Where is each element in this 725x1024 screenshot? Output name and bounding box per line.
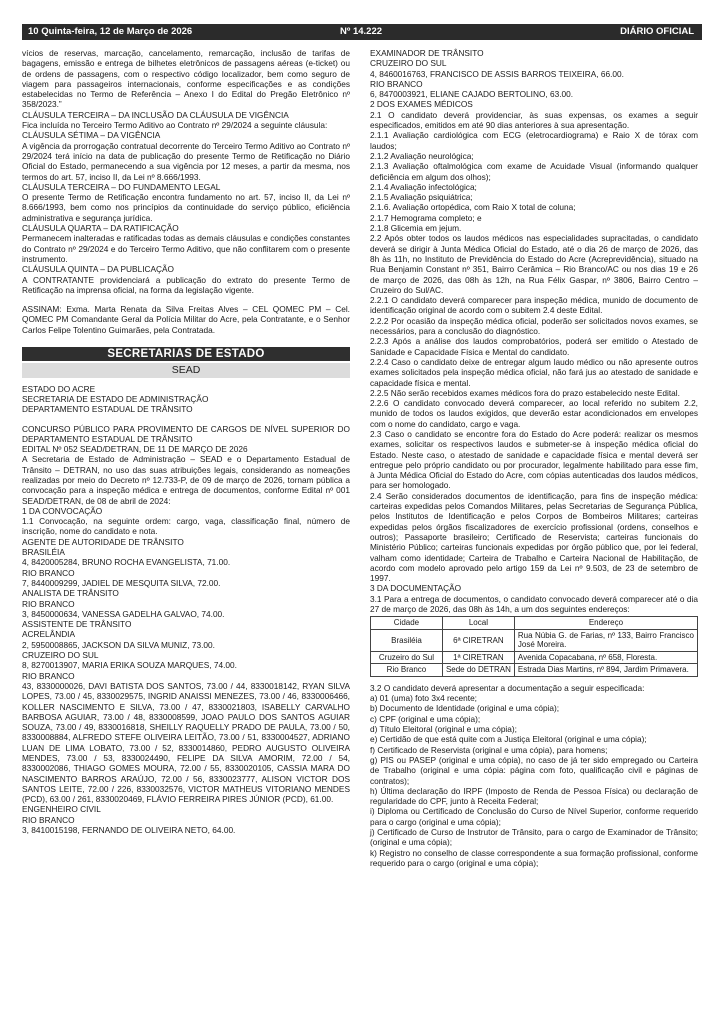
section-title: SECRETARIAS DE ESTADO <box>22 347 350 361</box>
page-header <box>22 24 702 40</box>
table-row <box>371 664 698 677</box>
paragraph: a) 01 (uma) foto 3x4 recente; <box>370 693 477 704</box>
paragraph: 2.3 Caso o candidato se encontre fora do Estado do Acre poderá: realizar os mesmos exames, solicitar os respectivos laudos e submeter-se à inspeção médica oficial do Estado. Neste caso, o atestado de sanidade e capacidade física e mental deverá ser entregue pelo próprio candidato ou por procurador, legalmente habilitado para esse fim, à Junta Médica Oficial do Estado do Acre, com cópias autenticadas dos laudos médicos, para ser homologado. <box>370 428 698 491</box>
paragraph: CLÁUSULA QUINTA – DA PUBLICAÇÃO <box>22 264 175 275</box>
paragraph: 2.2.1 O candidato deverá comparecer para inspeção médica, munido de documento de identificação original de acordo com o subitem 2.4 deste Edital. <box>370 295 698 316</box>
paragraph: CRUZEIRO DO SUL <box>370 58 447 69</box>
paragraph: i) Diploma ou Certificado de Conclusão do Curso de Nível Superior, conforme requerido para o cargo (original e uma cópia); <box>370 806 698 827</box>
paragraph: e) Certidão de que está quite com a Justiça Eleitoral (original e uma cópia); <box>370 734 647 745</box>
paragraph: RIO BRANCO <box>22 567 75 578</box>
left-column <box>22 48 350 835</box>
paragraph: 6, 8470003921, ELIANE CAJADO BERTOLINO, 63.00. <box>370 89 574 100</box>
paragraph: CLÁUSULA SÉTIMA – DA VIGÊNCIA <box>22 130 161 141</box>
paragraph: DEPARTAMENTO ESTADUAL DE TRÂNSITO <box>22 404 193 415</box>
address-table-header: Cidade <box>371 617 443 630</box>
paragraph: 3 DA DOCUMENTAÇÃO <box>370 583 462 594</box>
paragraph: 2.1.3 Avaliação oftalmológica com exame de Acuidade Visual (informando qualquer deficiência em algum dos olhos); <box>370 161 698 182</box>
paragraph: EDITAL Nº 052 SEAD/DETRAN, DE 11 DE MARÇO DE 2026 <box>22 444 248 455</box>
paragraph: 3, 8410015198, FERNANDO DE OLIVEIRA NETO, 64.00. <box>22 825 236 836</box>
spacer <box>22 415 350 424</box>
paragraph: A vigência da prorrogação contratual decorrente do Terceiro Termo Aditivo ao Contrato nº 29/2024 terá início na data de publicação do presente Termo de Retificação no Diário Oficial do Estado, permanecendo a sua vigência por 12 meses, a partir da mesma, nos termos do art. 57, inciso II, da Lei nº 8.666/1993. <box>22 140 350 182</box>
paragraph: RIO BRANCO <box>370 78 423 89</box>
paragraph: k) Registro no conselho de classe correspondente a sua formação profissional, conforme requerido para o cargo (original e uma cópia); <box>370 847 698 868</box>
table-cell: Rua Núbia G. de Farias, nº 133, Bairro Francisco José Moreira. <box>514 629 697 651</box>
paragraph: ASSISTENTE DE TRÂNSITO <box>22 619 132 630</box>
paragraph: 2.1.5 Avaliação psiquiátrica; <box>370 192 473 203</box>
paragraph: RIO BRANCO <box>22 670 75 681</box>
left-paragraphs-bottom <box>22 384 350 836</box>
paragraph: 2.1.4 Avaliação infectológica; <box>370 181 477 192</box>
paragraph: 2.2.5 Não serão recebidos exames médicos fora do prazo estabelecido neste Edital. <box>370 387 680 398</box>
paragraph: vícios de reservas, marcação, cancelamento, remarcação, inclusão de tarifas de bagagens, emissão e entrega de bilhetes eletrônicos de passagens aéreas (e-ticket) ou de ordens de passagens, com o respectivo código localizador, bem como seguro de viagem para passageiros internacionais, conforme especificações e as condições estabelecidas no Termo de Referência – Anexo I do Edital do Pregão Eletrônico nº 358/2023.” <box>22 48 350 110</box>
paragraph: RIO BRANCO <box>22 814 75 825</box>
table-cell: Estrada Dias Martins, nº 894, Jardim Primavera. <box>514 664 697 677</box>
address-table-header: Local <box>442 617 514 630</box>
paragraph: A Secretaria de Estado de Administração – SEAD e o Departamento Estadual de Trânsito – DETRAN, no uso das suas atribuições legais, considerando as nomeações realizadas por meio do Decreto nº 12.733-P, de 09 de março de 2026, tornam pública a convocação para a inspeção médica e entrega de documentos, conforme Edital nº 001 SEAD/DETRAN, de 08 de abril de 2024: <box>22 454 350 506</box>
header-date: 10 Quinta-feira, 12 de Março de 2026 <box>28 26 193 37</box>
paragraph: h) Última declaração do IRPF (Imposto de Renda de Pessoa Física) ou declaração de regularidade do CPF, junto à Receita Federal; <box>370 785 698 807</box>
table-cell: 1ª CIRETRAN <box>442 651 514 664</box>
paragraph: 2.2.2 Por ocasião da inspeção médica oficial, poderão ser solicitados novos exames, se necessários, para a conclusão do diagnóstico. <box>370 315 698 337</box>
paragraph: O presente Termo de Retificação encontra fundamento no art. 57, inciso II, da Lei nº 8.666/1993, bem como nos princípios da continuidade do serviço público, eficiência administrativa e segurança jurídica. <box>22 192 350 223</box>
paragraph: CLÁUSULA TERCEIRA – DO FUNDAMENTO LEGAL <box>22 181 221 192</box>
paragraph: 1 DA CONVOCAÇÃO <box>22 505 103 516</box>
paragraph: 2.1 O candidato deverá providenciar, às suas expensas, os exames a seguir especificados, emitidos em até 90 dias anteriores à sua apresentação. <box>370 109 698 131</box>
paragraph: 2.1.8 Glicemia em jejum. <box>370 223 462 234</box>
paragraph: 4, 8420005284, BRUNO ROCHA EVANGELISTA, 71.00. <box>22 557 231 568</box>
paragraph: 1.1 Convocação, na seguinte ordem: cargo, vaga, classificação final, número de inscrição, nome do candidato e nota. <box>22 516 350 537</box>
address-table-header: Endereço <box>514 617 697 630</box>
left-paragraphs-top <box>22 48 350 295</box>
paragraph: j) Certificado de Curso de Instrutor de Trânsito, para o cargo de Examinador de Trânsito; (original e uma cópia); <box>370 826 698 848</box>
paragraph: CLÁUSULA QUARTA – DA RATIFICAÇÃO <box>22 223 179 234</box>
paragraph: 43, 8330000026, DAVI BATISTA DOS SANTOS, 73.00 / 44, 8330018142, RYAN SILVA LOPES, 73.00 / 45, 8330029575, INGRID ANAISSI MENEZES, 73.00 / 46, 8330006466, KOLLER NASCIMENTO E SILVA, 73.00 / 47, 8330021803, ISABELLY CARVALHO BARBOSA AGUIAR, 73.00 / 48, 8330008599, JOAO PAULO DOS SANTOS AGUIAR SOUZA, 73.00 / 49, 8330016818, SHEILLY RAQUELLY PRADO DE PAULA, 73.00 / 50, 8330008884, ALFREDO STEFE OLIVEIRA LEITÃO, 73.00 / 51, 8330004527, ADRIANO LUAN DE LIMA LOBATO, 73.00 / 52, 8330014860, PEDRO AUGUSTO OLIVEIRA MENDES, 73.00 / 53, 8330024490, FELIPE DA SILVA AMORIM, 72.00 / 54, 8330002086, THIAGO GOMES MOURA, 72.00 / 55, 8330020105, CASSIA MARA DO NASCIMENTO BARROS ARAÚJO, 72.00 / 56, 8330023777, ALISON VICTOR DOS SANTOS LEITE, 72.00 / 226, 8330032576, VICTOR MATHEUS VITORIANO MENDES (PCD), 63.00 / 261, 8330020469, FLÁVIO FERREIRA PIRES JÚNIOR (PCD), 61.00. <box>22 680 350 805</box>
paragraph: 3.2 O candidato deverá apresentar a documentação a seguir especificada: <box>370 682 645 693</box>
table-cell: Cruzeiro do Sul <box>371 651 443 664</box>
paragraph: 2.1.6. Avaliação ortopédica, com Raio X total de coluna; <box>370 202 576 213</box>
table-cell: Avenida Copacabana, nº 658, Floresta. <box>514 651 697 664</box>
paragraph: 2 DOS EXAMES MÉDICOS <box>370 99 473 110</box>
table-cell: Sede do DETRAN <box>442 664 514 677</box>
table-row <box>371 629 698 651</box>
paragraph: 2.1.2 Avaliação neurológica; <box>370 150 474 161</box>
paragraph: 2.1.7 Hemograma completo; e <box>370 212 482 223</box>
address-table-header-row <box>371 617 698 630</box>
address-table <box>370 616 698 677</box>
paragraph: 2, 5950008865, JACKSON DA SILVA MUNIZ, 73.00. <box>22 639 215 650</box>
paragraph: CONCURSO PÚBLICO PARA PROVIMENTO DE CARGOS DE NÍVEL SUPERIOR DO DEPARTAMENTO ESTADUAL DE TRÂNSITO <box>22 423 350 444</box>
paragraph: 8, 8270013907, MARIA ERIKA SOUZA MARQUES, 74.00. <box>22 660 237 671</box>
paragraph: 2.4 Serão considerados documentos de identificação, para fins de inspeção médica: carteiras expedidas pelos Comandos Militares, pelas Secretarias de Segurança Pública, pelos Institutos de Identificação e pelos Corpos de Bombeiros Militares; carteiras expedidas pelos órgãos fiscalizadores de exercício profissional (ordens, conselhos e outros); Passaporte brasileiro; Certificado de Reservista; carteiras funcionais do Ministério Público; carteiras funcionais expedidas por órgão público que, por lei federal, valham como identidade; Carteira de Trabalho e Carteira Nacional de Habilitação, de acordo com modelo aprovado pelo artigo 159 da Lei nº 9.503, de 23 de setembro de 1997. <box>370 490 698 584</box>
table-cell: Rio Branco <box>371 664 443 677</box>
right-paragraphs-top <box>370 48 698 614</box>
paragraph: ENGENHEIRO CIVIL <box>22 804 101 815</box>
paragraph: BRASILÉIA <box>22 547 65 558</box>
paragraph: EXAMINADOR DE TRÂNSITO <box>370 48 484 58</box>
paragraph: Permanecem inalteradas e ratificadas todas as demais cláusulas e condições constantes do Contrato nº 29/2024 e do Terceiro Termo Aditivo, que não conflitarem com o presente instrumento. <box>22 233 350 264</box>
paragraph: ESTADO DO ACRE <box>22 383 96 394</box>
header-issue-number: Nº 14.222 <box>340 26 383 37</box>
table-cell: 6ª CIRETRAN <box>442 629 514 651</box>
paragraph: 3, 8450000634, VANESSA GADELHA GALVAO, 74.00. <box>22 608 225 619</box>
paragraph: f) Certificado de Reservista (original e uma cópia), para homens; <box>370 744 608 755</box>
paragraph: CRUZEIRO DO SUL <box>22 650 99 661</box>
paragraph: d) Título Eleitoral (original e uma cópia); <box>370 724 517 735</box>
paragraph: 4, 8460016763, FRANCISCO DE ASSIS BARROS TEIXEIRA, 66.00. <box>370 68 624 79</box>
paragraph: AGENTE DE AUTORIDADE DE TRÂNSITO <box>22 536 184 547</box>
paragraph: 3.1 Para a entrega de documentos, o candidato convocado deverá comparecer até o dia 27 de março de 2026, das 08h às 14h, a um dos seguintes endereços: <box>370 593 698 615</box>
paragraph: RIO BRANCO <box>22 598 75 609</box>
paragraph: g) PIS ou PASEP (original e uma cópia), no caso de já ter sido empregado ou Carteira de Trabalho (original e uma cópia: página com foto, qualificação civil e páginas de contratos); <box>370 754 698 786</box>
signature-paragraph: ASSINAM: Exma. Marta Renata da Silva Freitas Alves – CEL QOMEC PM – Cel. QOMEC PM Comandante Geral da Polícia Militar do Acre, pela Contratante, e o Senhor Carlos Felipe Tolentino Guimarães, pela Contratada. <box>22 304 350 335</box>
right-column <box>370 48 698 868</box>
paragraph: ANALISTA DE TRÂNSITO <box>22 588 119 599</box>
right-paragraphs-bottom <box>370 683 698 868</box>
paragraph: 7, 8440009299, JADIEL DE MESQUITA SILVA, 72.00. <box>22 577 221 588</box>
paragraph: 2.2.4 Caso o candidato deixe de entregar algum laudo médico ou não apresente outros exames solicitados pela inspeção médica oficial, não fará jus ao atestado de sanidade e capacidade física e mental. <box>370 356 698 388</box>
paragraph: A CONTRATANTE providenciará a publicação do extrato do presente Termo de Retificação na imprensa oficial, na forma da legislação vigente. <box>22 274 350 295</box>
section-subtitle: SEAD <box>22 363 350 377</box>
paragraph: SECRETARIA DE ESTADO DE ADMINISTRAÇÃO <box>22 393 209 404</box>
paragraph: c) CPF (original e uma cópia); <box>370 713 481 724</box>
table-row <box>371 651 698 664</box>
paragraph: Fica incluída no Terceiro Termo Aditivo ao Contrato nº 29/2024 a seguinte cláusula: <box>22 120 328 131</box>
paragraph: 2.2.3 Após a análise dos laudos comprobatórios, poderá ser emitido o Atestado de Sanidade e Capacidade Física e Mental do candidato. <box>370 336 698 357</box>
header-publication-name: DIÁRIO OFICIAL <box>620 26 694 37</box>
paragraph: ACRELÂNDIA <box>22 629 76 640</box>
table-cell: Brasiléia <box>371 629 443 651</box>
paragraph: b) Documento de Identidade (original e uma cópia); <box>370 703 560 714</box>
paragraph: CLÁUSULA TERCEIRA – DA INCLUSÃO DA CLÁUSULA DE VIGÊNCIA <box>22 109 289 120</box>
paragraph: 2.2.6 O candidato convocado deverá comparecer, ao local referido no subitem 2.2, munido de todos os laudos exigidos, que deverão estar acondicionados em envelopes com o nome do candidato, cargo e vaga. <box>370 398 698 429</box>
paragraph: 2.2 Após obter todos os laudos médicos nas especialidades supracitadas, o candidato deverá se dirigir à Junta Médica Oficial do Estado, até o dia 26 de março de 2026, das 8h às 11h, no Instituto de Previdência do Estado do Acre (Acreprevidência), situado na Rua Benjamin Constant nº 351, Bairro Cerâmica – Rio Branco/AC ou nos dias 19 e 26 de março de 2026, das 08h às 12h, na Rua Félix Gaspar, nº 3806, Bairro Centro – Cruzeiro do Sul/AC. <box>370 233 698 295</box>
paragraph: 2.1.1 Avaliação cardiológica com ECG (eletrocardiograma) e Raio X de tórax com laudos; <box>370 130 698 151</box>
